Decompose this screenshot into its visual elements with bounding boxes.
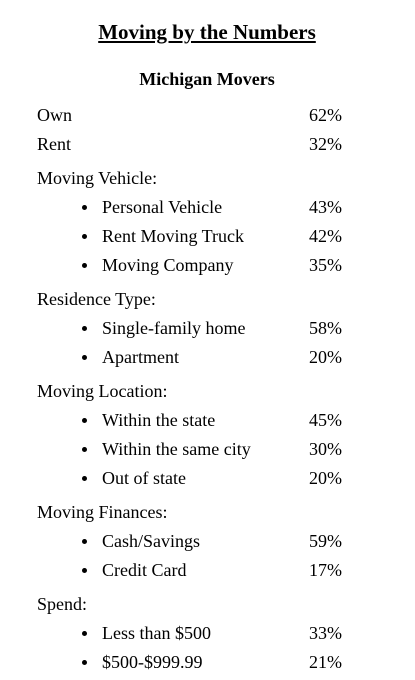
section-heading: Spend: [37, 594, 88, 614]
list-item-value: 45% [309, 410, 342, 430]
bullet-icon [82, 568, 87, 573]
bullet-icon [82, 539, 87, 544]
list-item-value: 42% [309, 226, 342, 246]
list-item [37, 317, 357, 346]
list-item-label: Less than $500 [102, 623, 211, 643]
list-item-value: 20% [309, 468, 342, 488]
document-title: Moving by the Numbers [98, 20, 316, 44]
bullet-icon [82, 476, 87, 481]
list-item-label: $500-$999.99 [102, 652, 203, 672]
list-item-value: 20% [309, 347, 342, 367]
list-item-label: Credit Card [102, 560, 187, 580]
list-item-value: 58% [309, 318, 342, 338]
section-heading: Moving Finances: [37, 502, 168, 522]
bullet-icon [82, 234, 87, 239]
section-heading-residence-type [37, 288, 357, 317]
list-item-label: Rent Moving Truck [102, 226, 245, 246]
list-item [37, 622, 357, 651]
list-item [37, 254, 357, 283]
bullet-icon [82, 355, 87, 360]
section-heading-moving-finances [37, 501, 357, 530]
section-heading-moving-vehicle [37, 167, 357, 196]
list-item-label: Out of state [102, 468, 186, 488]
section-heading-moving-location [37, 380, 357, 409]
list-item-value: 33% [309, 623, 342, 643]
bullet-icon [82, 631, 87, 636]
stat-label: Own [37, 105, 72, 125]
bullet-icon [82, 263, 87, 268]
list-item-value: 35% [309, 255, 342, 275]
list-item-label: Moving Company [102, 255, 234, 275]
list-item [37, 196, 357, 225]
list-item-value: 30% [309, 439, 342, 459]
list-item [37, 559, 357, 588]
section-heading-spend [37, 593, 357, 622]
section-heading: Moving Location: [37, 381, 168, 401]
bullet-icon [82, 205, 87, 210]
list-item [37, 409, 357, 438]
list-item [37, 651, 357, 680]
stat-row-own [37, 104, 357, 133]
bullet-icon [82, 418, 87, 423]
list-item [37, 467, 357, 496]
stat-label: Rent [37, 134, 71, 154]
list-item [37, 346, 357, 375]
list-item-label: Within the state [102, 410, 216, 430]
list-item-label: Personal Vehicle [102, 197, 223, 217]
bullet-icon [82, 660, 87, 665]
stat-value: 62% [309, 105, 342, 125]
list-item-value: 43% [309, 197, 342, 217]
list-item-value: 59% [309, 531, 342, 551]
list-item-value: 17% [309, 560, 342, 580]
stats-list [37, 104, 357, 680]
stat-value: 32% [309, 134, 342, 154]
list-item-label: Apartment [102, 347, 179, 367]
section-heading: Residence Type: [37, 289, 156, 309]
stat-row-rent [37, 133, 357, 162]
list-item [37, 438, 357, 467]
list-item-label: Single-family home [102, 318, 246, 338]
bullet-icon [82, 447, 87, 452]
section-heading: Moving Vehicle: [37, 168, 158, 188]
list-item-value: 21% [309, 652, 342, 672]
list-item [37, 530, 357, 559]
bullet-icon [82, 326, 87, 331]
document-subtitle: Michigan Movers [139, 69, 275, 89]
list-item-label: Within the same city [102, 439, 251, 459]
list-item-label: Cash/Savings [102, 531, 201, 551]
list-item [37, 225, 357, 254]
